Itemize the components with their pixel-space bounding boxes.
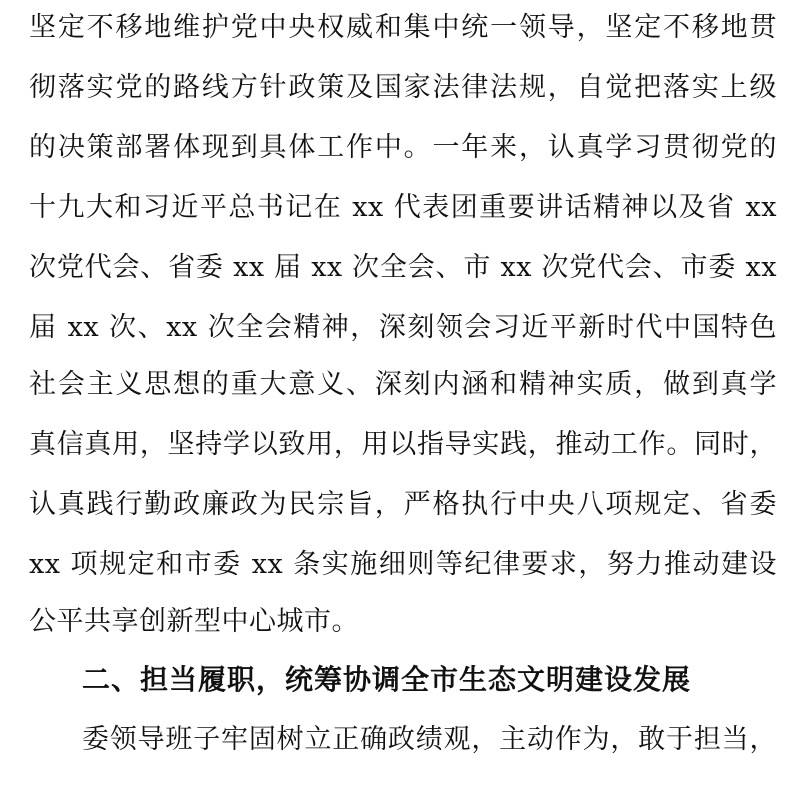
paragraph-1-line-1: 坚定不移地维护党中央权威和集中统一领导，坚定不移地贯 (29, 12, 777, 43)
paragraph-1-line-2: 彻落实党的路线方针政策及国家法律法规，自觉把落实上级 (29, 72, 777, 103)
paragraph-1-line-5: 次党代会、省委 xx 届 xx 次全会、市 xx 次党代会、市委 xx (29, 252, 777, 283)
paragraph-1-line-8: 真信真用，坚持学以致用，用以指导实践，推动工作。同时， (29, 429, 777, 460)
paragraph-1-line-7: 社会主义思想的重大意义、深刻内涵和精神实质，做到真学 (29, 369, 777, 400)
paragraph-1-line-4: 十九大和习近平总书记在 xx 代表团重要讲话精神以及省 xx (29, 192, 777, 223)
paragraph-1-line-10: xx 项规定和市委 xx 条实施细则等纪律要求，努力推动建设 (29, 549, 777, 580)
paragraph-2-line-1: 委领导班子牢固树立正确政绩观，主动作为，敢于担当， (82, 724, 777, 755)
section-heading: 二、担当履职，统筹协调全市生态文明建设发展 (82, 663, 692, 696)
paragraph-1-line-3: 的决策部署体现到具体工作中。一年来，认真学习贯彻党的 (29, 132, 777, 163)
paragraph-1-line-11: 公平共享创新型中心城市。 (29, 606, 359, 637)
paragraph-1-line-6: 届 xx 次、xx 次全会精神，深刻领会习近平新时代中国特色 (29, 312, 777, 343)
paragraph-1-line-9: 认真践行勤政廉政为民宗旨，严格执行中央八项规定、省委 (29, 489, 777, 520)
